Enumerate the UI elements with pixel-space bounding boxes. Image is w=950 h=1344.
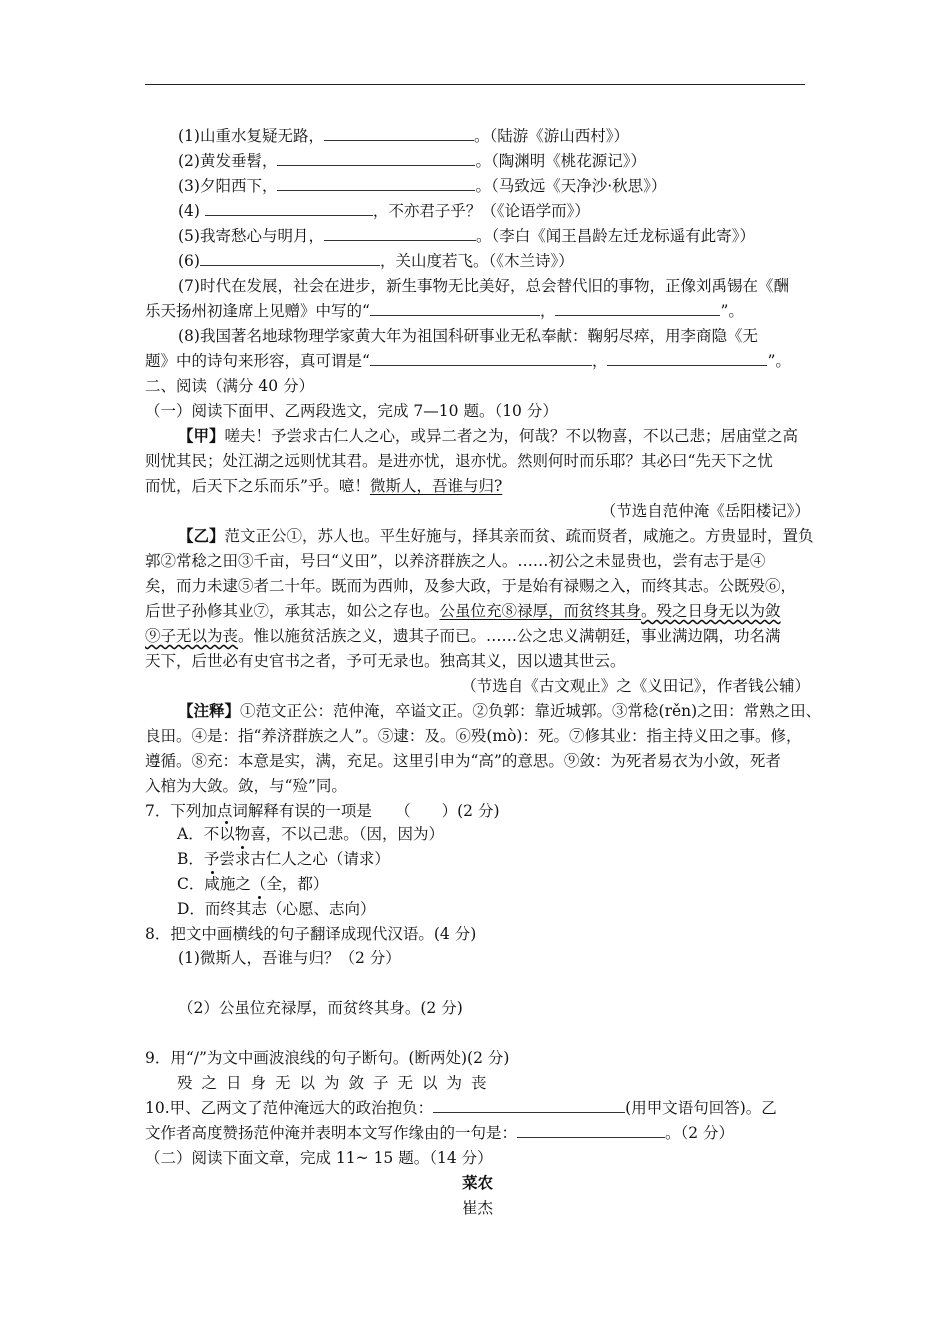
question-10-line1: 10.甲、乙两文了范仲淹远大的政治抱负： (用甲文语句回答)。乙 (145, 1096, 810, 1120)
answer-blank[interactable] (205, 199, 373, 216)
poem-line-3 (178, 174, 843, 198)
question-7-option-a[interactable]: A．不以物喜，不以己悲。（因，因为） (177, 825, 444, 843)
poem-source: 。（陶渊明《桃花源记》） (475, 152, 646, 170)
answer-blank[interactable] (200, 249, 380, 266)
passage-label: 【乙】 (178, 526, 225, 545)
header-rule (145, 84, 805, 85)
wavy-sentence: ⑨子无以为丧 (145, 627, 239, 645)
passage-yi-source: （节选自《古文观止》之《义田记》，作者钱公辅） (461, 677, 810, 695)
section-heading: 二、阅读（满分 40 分） (145, 377, 315, 395)
dotted-word: 以 (219, 825, 235, 843)
question-7-option-c[interactable]: C．咸施之（全，都） (177, 875, 329, 893)
question-10-line2: 文作者高度赞扬范仲淹并表明本文写作缘由的一句是： 。（2 分） (145, 1121, 810, 1145)
question-9-sentence: 殁之日身无以为敛子无以为丧 (177, 1074, 496, 1092)
dotted-word: 求 (234, 850, 251, 868)
question-8-stem: 8．把文中画横线的句子翻译成现代汉语。(4 分) (145, 925, 477, 943)
question-7-option-b[interactable]: B．予尝求古仁人之心（请求） (177, 850, 390, 868)
poem-q8-line2: 题》中的诗句来形容，真可谓是“ ， ”。 (145, 349, 810, 373)
passage-yi-line2: 郭②常稔之田③千亩，号曰“义田”，以养济群族之人。……初公之未显贵也，尝有志于是④ (145, 552, 766, 570)
passage-yi-line3: 矣，而力未逮⑤者二十年。既而为西帅，及参大政，于是始有禄赐之入，而终其志。公既殁⑥， (145, 577, 797, 595)
answer-blank[interactable] (277, 174, 475, 191)
poem-line-2 (178, 149, 843, 173)
answer-blank[interactable] (517, 1121, 665, 1138)
poem-source: ，关山度若飞。（《木兰诗》） (379, 252, 574, 270)
question-8-sub2: （2）公虽位充禄厚，而贫终其身。(2 分) (178, 999, 463, 1017)
answer-blank[interactable] (324, 124, 474, 141)
question-9-stem: 9．用“/”为文中画波浪线的句子断句。(断两处)(2 分) (145, 1049, 510, 1067)
notes-label: 【注释】 (178, 701, 241, 720)
part1-intro: （一）阅读下面甲、乙两段选文，完成 7—10 题。（10 分） (145, 402, 558, 420)
poem-line-6 (178, 249, 843, 273)
question-8-sub1: (1)微斯人，吾谁与归？（2 分） (178, 949, 401, 967)
passage-jia-line2: 则忧其民；处江湖之远则忧其君。是进亦忧，退亦忧。然则何时而乐耶？其必曰“先天下之忧 (145, 452, 773, 470)
answer-blank[interactable] (607, 349, 767, 366)
notes-line3: 遵循。⑧充：本意是实，满，充足。这里引申为“高”的意思。⑨敛：为死者易衣为小敛，死者 (145, 752, 781, 770)
passage-jia-source: （节选自范仲淹《岳阳楼记》） (600, 502, 810, 520)
poem-text: (3)夕阳西下， (178, 177, 278, 195)
poem-line-1 (178, 124, 843, 148)
answer-blank[interactable] (370, 349, 592, 366)
wavy-sentence: 。殁之日身无以为敛 (641, 602, 781, 620)
dotted-word: 志 (251, 900, 267, 918)
passage-yi-line5: ⑨子无以为丧。惟以施贫活族之义，遗其子而已。……公之忠义满朝廷，事业满边隅，功名满 (145, 627, 781, 645)
underlined-sentence: 微斯人，吾谁与归? (369, 477, 503, 495)
poem-text: (1)山重水复疑无路， (178, 127, 324, 145)
article-author: 崔杰 (461, 1199, 493, 1217)
poem-q7-line1: (7)时代在发展，社会在进步，新生事物无比美好，总会替代旧的事物，正像刘禹锡在《酬 (178, 277, 789, 295)
question-7-stem: 7．下列加点词解释有误的一项是 （ ）(2 分) (145, 802, 500, 820)
poem-source: 。（陆游《游山西村》） (473, 127, 629, 145)
answer-blank[interactable] (277, 149, 475, 166)
passage-jia-line3: 而忧，后天下之乐而乐”乎。噫！微斯人，吾谁与归? (145, 477, 503, 495)
passage-yi-line1: 【乙】范文正公①，苏人也。平生好施与，择其亲而贫、疏而贤者，咸施之。方贵显时，置负 (178, 526, 814, 545)
question-7-option-d[interactable]: D．而终其志（心愿、志向） (177, 900, 376, 918)
answer-blank[interactable] (370, 299, 540, 316)
passage-yi-line4: 后世子孙修其业⑦，承其志，如公之存也。公虽位充⑧禄厚，而贫终其身。殁之日身无以为敛 (145, 602, 781, 620)
poem-text: (5)我寄愁心与明月， (178, 227, 324, 245)
poem-text: (2)黄发垂髫， (178, 152, 278, 170)
dotted-word: 咸 (204, 875, 220, 893)
underlined-sentence: 公虽位充⑧禄厚，而贫终其身 (439, 602, 642, 620)
notes-line2: 良田。④是：指“养济群族之人”。⑤逮：及。⑥殁(mò)：死。⑦修其业：指主持义田之事。修， (145, 727, 802, 745)
notes-line1: 【注释】①范文正公：范仲淹，卒谥文正。②负郭：靠近城郭。③常稔(rěn)之田：常熟之田、 (178, 701, 822, 720)
poem-text: (6) (178, 252, 200, 270)
answer-blank[interactable] (433, 1096, 625, 1113)
poem-q8-line1: (8)我国著名地球物理学家黄大年为祖国科研事业无私奉献：鞠躬尽瘁，用李商隐《无 (178, 327, 758, 345)
poem-source: 。（李白《闻王昌龄左迁龙标遥有此寄》） (475, 227, 755, 245)
poem-text: (4) (178, 202, 205, 220)
answer-blank[interactable] (555, 299, 720, 316)
poem-source: ，不亦君子乎？（《论语学而》） (372, 202, 590, 220)
poem-line-5 (178, 224, 843, 248)
poem-source: 。（马致远《天净沙·秋思》） (475, 177, 667, 195)
passage-label: 【甲】 (178, 426, 225, 445)
article-title: 菜农 (461, 1173, 493, 1192)
passage-jia-line1: 【甲】嗟夫！予尝求古仁人之心，或异二者之为，何哉？不以物喜，不以己悲；居庙堂之高 (178, 426, 799, 445)
part2-intro: （二）阅读下面文章，完成 11~ 15 题。（14 分） (145, 1149, 493, 1167)
poem-line-4 (178, 199, 843, 223)
answer-blank[interactable] (324, 224, 476, 241)
passage-yi-line6: 天下，后世必有史官书之者，予可无录也。独高其义，因以遗其世云。 (145, 652, 626, 670)
poem-q7-line2: 乐天扬州初逢席上见赠》中写的“ ， ”。 (145, 299, 810, 323)
notes-line4: 入棺为大敛。敛，与“殓”同。 (145, 777, 347, 795)
